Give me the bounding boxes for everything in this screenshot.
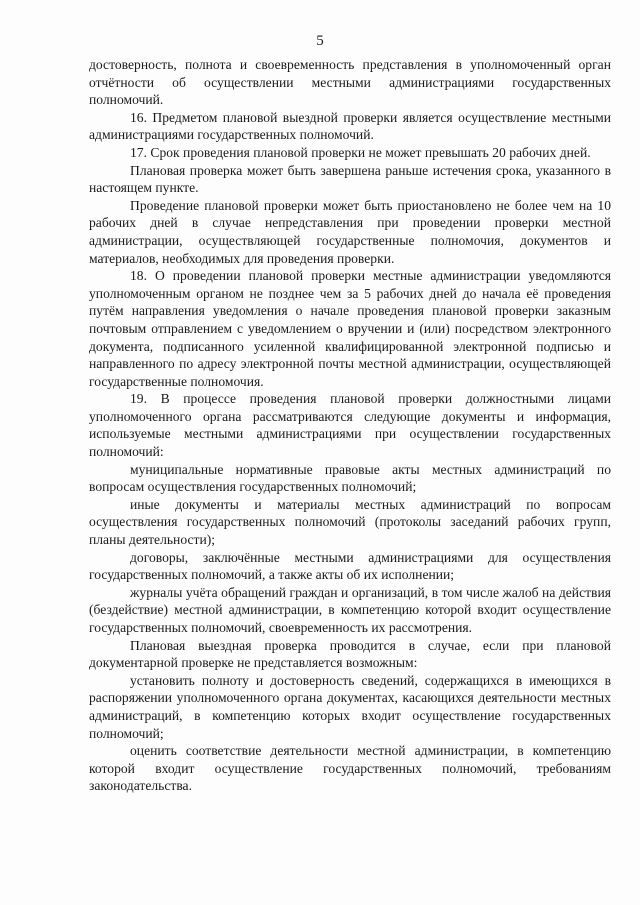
document-body: [89, 56, 611, 795]
list-item: оценить соответствие деятельности местной администрации, в компетенцию которой входит осуществление государственных полномочий, требованиям законодательства.: [89, 743, 611, 794]
paragraph: Плановая выездная проверка проводится в случае, если при плановой документарной проверке не представляется возможным:: [89, 637, 611, 671]
list-item: журналы учёта обращений граждан и организаций, в том числе жалоб на действия (бездействие) местной администрации, в компетенцию которой входит осуществление государственных полномочий, своевременность их рассмотрения.: [89, 584, 611, 635]
paragraph-item-19: 19. В процессе проведения плановой проверки должностными лицами уполномоченного органа рассматриваются следующие документы и информация, используемые местными администрациями при осуществлении государственных полномочий:: [89, 391, 611, 460]
paragraph-item-16: 16. Предметом плановой выездной проверки является осуществление местными администрациями государственных полномочий.: [89, 109, 611, 143]
list-item: иные документы и материалы местных администраций по вопросам осуществления государственных полномочий (протоколы заседаний рабочих групп, планы деятельности);: [89, 496, 611, 548]
page-number: 5: [316, 33, 324, 49]
paragraph-item-17: 17. Срок проведения плановой проверки не может превышать 20 рабочих дней.: [130, 144, 591, 160]
paragraph-item-18: 18. О проведении плановой проверки местные администрации уведомляются уполномоченным органом не позднее чем за 5 рабочих дней до начала её проведения путём направления уведомления о начале проведения плановой проверки заказным почтовым отправлением с уведомлением о вручении и (или) посредством электронного документа, подписанного усиленной квалифицированной электронной подписью и направленного по адресу электронной почты местной администрации, осуществляющей государственные полномочия.: [89, 268, 611, 389]
paragraph: Плановая проверка может быть завершена раньше истечения срока, указанного в настоящем пункте.: [89, 162, 611, 196]
list-item: договоры, заключённые местными администрациями для осуществления государственных полномочий, а также акты об их исполнении;: [89, 549, 611, 583]
list-item: установить полноту и достоверность сведений, содержащихся в имеющихся в распоряжении уполномоченного органа документах, касающихся деятельности местных администраций, в компетенцию которых входит осуществление государственных полномочий;: [89, 672, 611, 741]
list-item: муниципальные нормативные правовые акты местных администраций по вопросам осуществления государственных полномочий;: [89, 461, 611, 495]
paragraph: Проведение плановой проверки может быть приостановлено не более чем на 10 рабочих дней в случае непредставления при проведении проверки местной администрации, осуществляющей государственные полномочия, документов и материалов, необходимых для проведения проверки.: [89, 197, 611, 266]
paragraph-continuation: достоверность, полнота и своевременность представления в уполномоченный орган отчётности об осуществлении местными администрациями государственных полномочий.: [89, 57, 611, 108]
